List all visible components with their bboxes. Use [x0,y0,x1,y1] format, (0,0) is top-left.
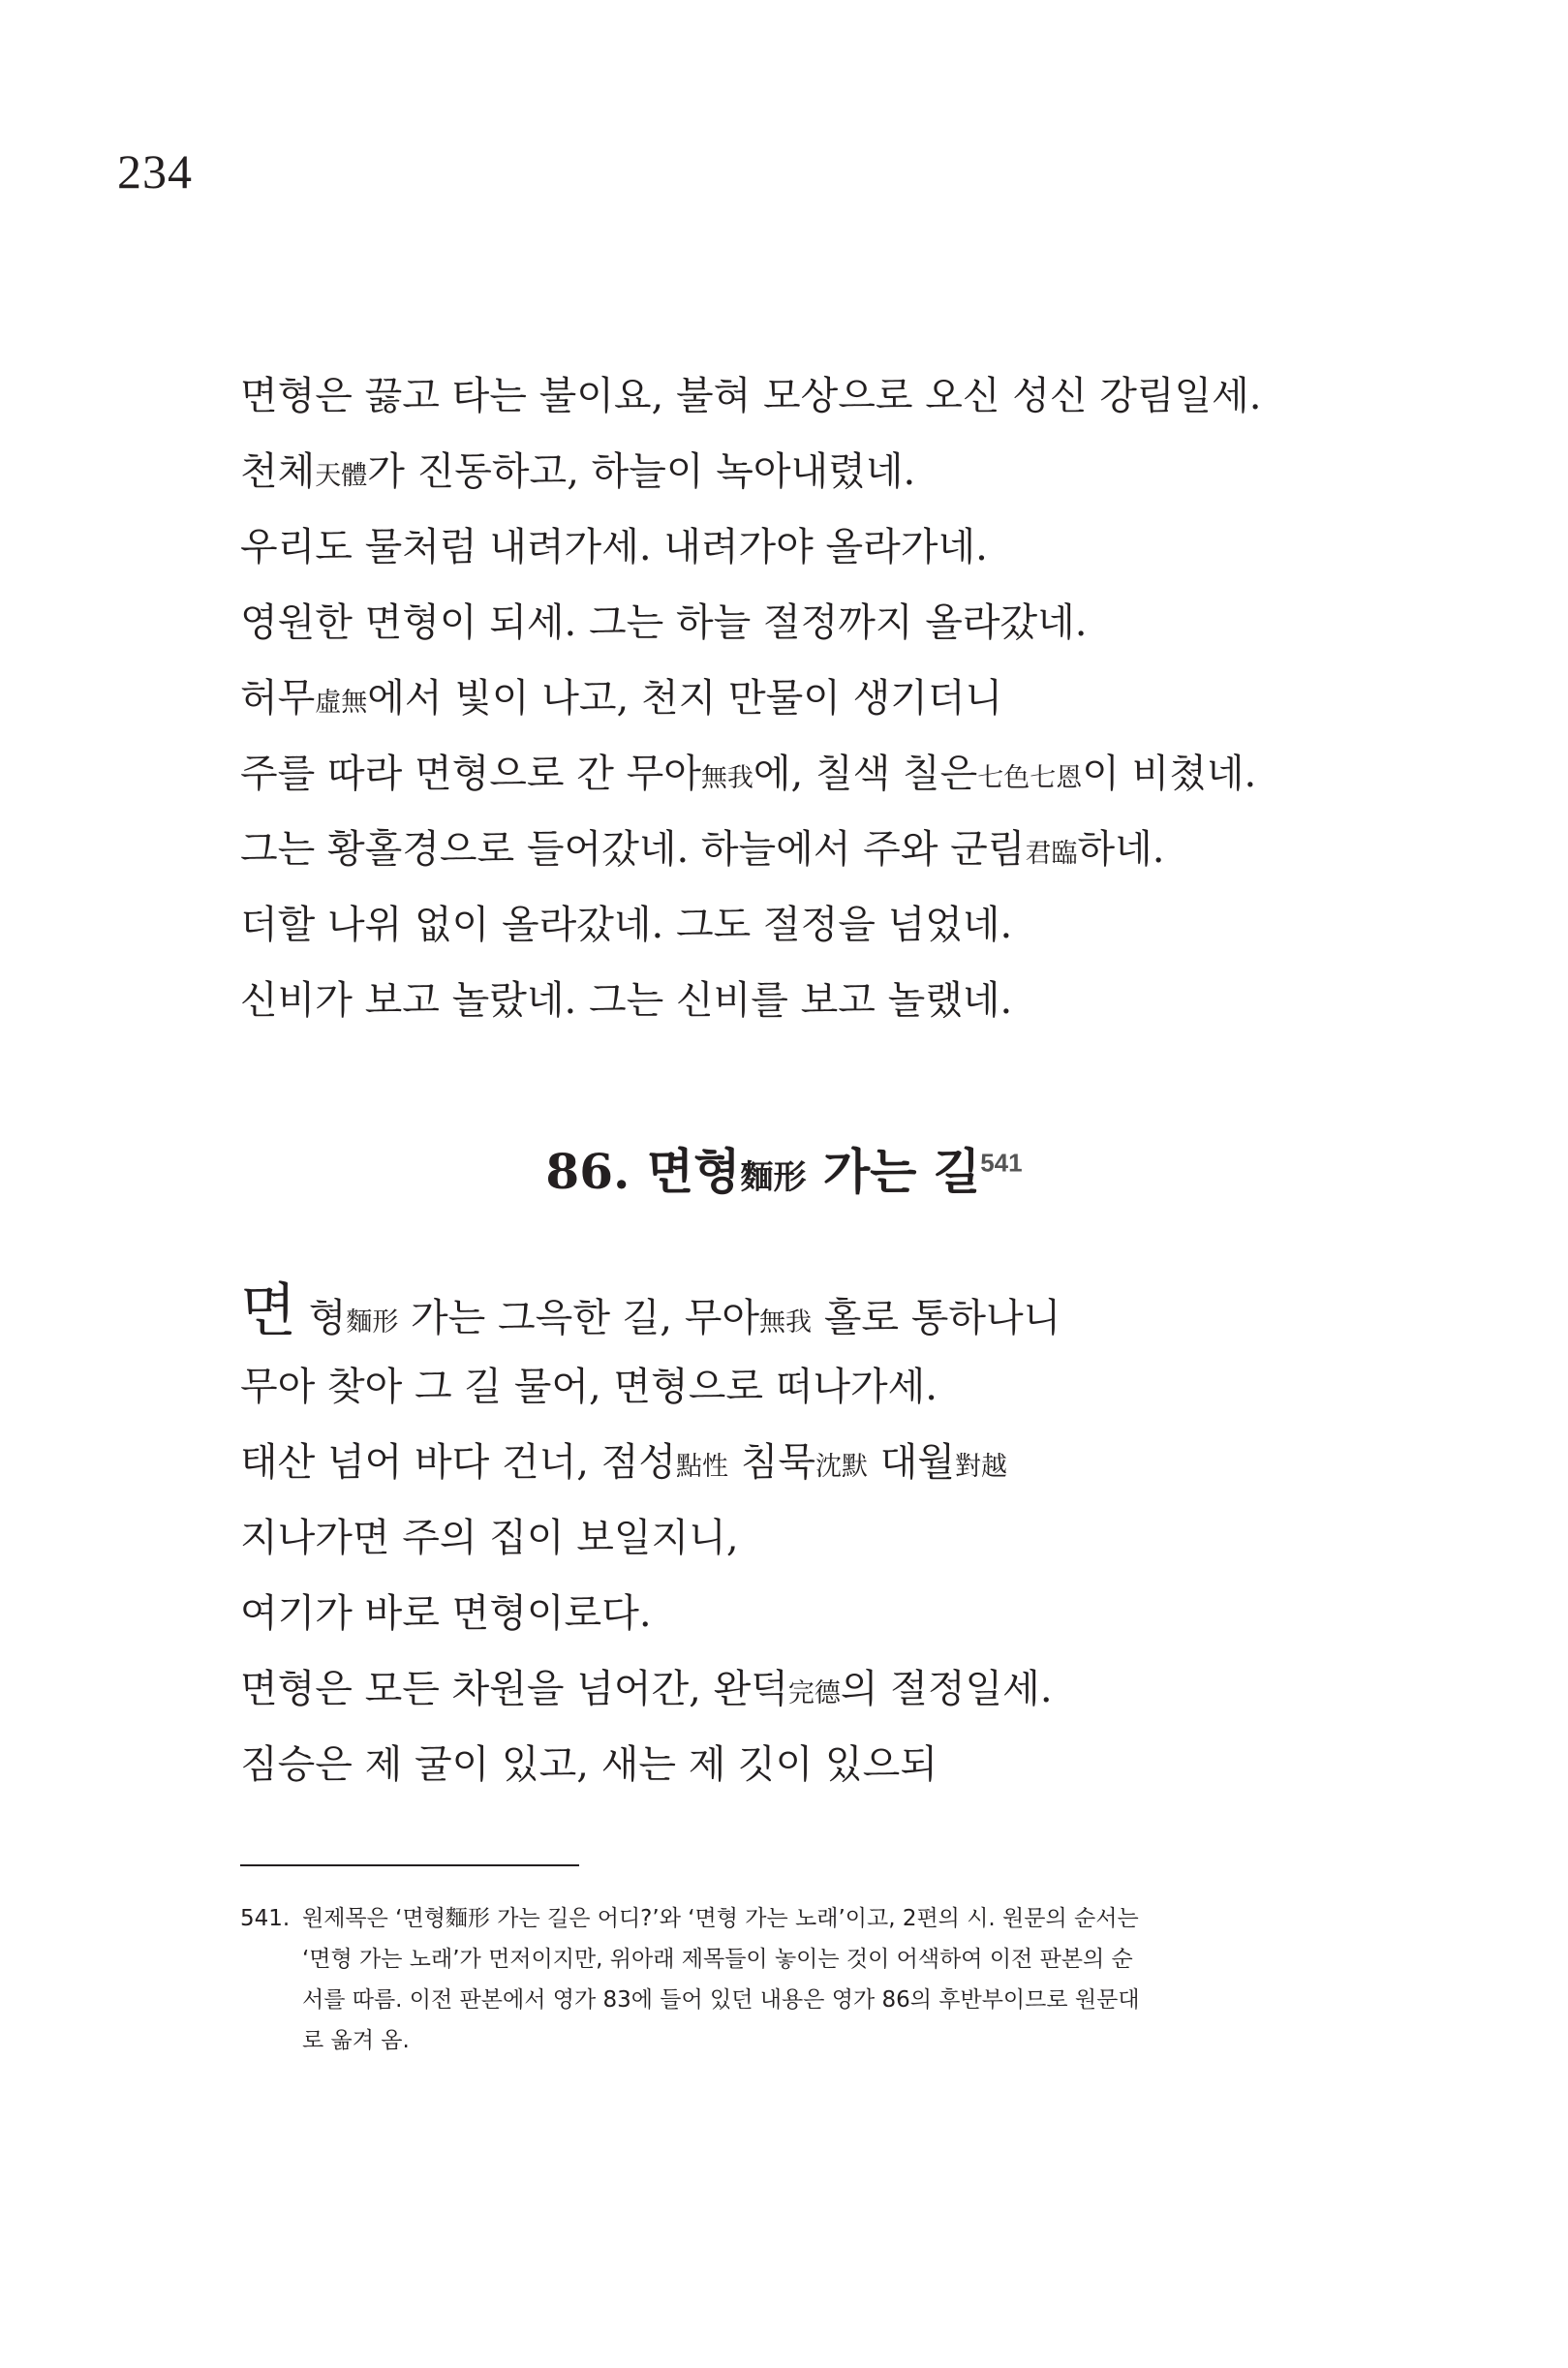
poem-text: 대월 [867,1440,955,1485]
hanja-annotation: 沈默 [815,1452,868,1482]
poem-line [240,585,1364,661]
poem-text: 형 [308,1296,347,1340]
hanja-annotation: 點性 [675,1452,728,1482]
footnote-text: ‘면형 가는 노래’가 먼저이지만, 위아래 제목들이 놓이는 것이 어색하여 이전 판본의 순 [302,1947,1133,1972]
footnote-number: 541. [240,1906,291,1931]
footnote-line [240,1980,1315,2020]
poem-line [240,1500,1364,1576]
footnote-text: 서를 따름. 이전 판본에서 영가 83에 들어 있던 내용은 영가 86의 후반부이므로 원문대 [302,1987,1140,2013]
poem-text: 허무 [240,676,316,721]
poem-line [240,812,1364,887]
footnote-line [240,2020,1315,2061]
footnote-reference[interactable]: 541 [980,1148,1023,1178]
poem-line [240,1576,1364,1651]
hanja-annotation: 麵形 [346,1307,399,1338]
poem-text: 신비가 보고 놀랐네. 그는 신비를 보고 놀랬네. [240,978,1013,1023]
poem-line [240,1727,1364,1802]
poem-text: 하네. [1077,827,1165,872]
poem-text: 영원한 면형이 되세. 그는 하늘 절정까지 올라갔네. [240,600,1088,645]
poem-text: 주를 따라 면형으로 간 무아 [240,752,701,796]
poem-text: 태산 넘어 바다 건너, 점성 [240,1440,676,1485]
hanja-annotation: 無我 [700,763,753,793]
footnote-line [240,1898,1315,1939]
poem-text: 에, 칠색 칠은 [753,752,978,796]
drop-cap: 면 [240,1277,296,1345]
poem-line [240,661,1364,736]
section-title-hanja: 麵形 [740,1158,807,1197]
footnote-text: 원제목은 ‘면형麵形 가는 길은 어디?’와 ‘면형 가는 노래’이고, 2편의 시. 원문의 순서는 [302,1906,1139,1931]
footnote-divider [240,1864,579,1866]
poem-line [240,1425,1364,1500]
hanja-annotation: 無我 [759,1307,813,1338]
poem-part-1 [240,358,1364,1038]
poem-text: 무아 찾아 그 길 물어, 면형으로 떠나가세. [240,1365,938,1409]
hanja-annotation: 虛無 [315,688,368,718]
footnote [240,1898,1315,2061]
poem-text: 천체 [240,449,316,494]
poem-line [240,736,1364,812]
poem-text: 여기가 바로 면형이로다. [240,1591,652,1636]
section-number: 86. [545,1143,630,1200]
hanja-annotation: 君臨 [1025,839,1078,869]
poem-line [240,509,1364,585]
poem-line [240,1274,1364,1349]
poem-line [240,1349,1364,1425]
poem-part-2 [240,1274,1364,1802]
poem-line [240,358,1364,434]
poem-text: 가는 그윽한 길, 무아 [398,1296,760,1340]
poem-line [240,1651,1364,1727]
section-title [0,1138,1568,1212]
poem-text: 홀로 통하나니 [812,1296,1061,1340]
hanja-annotation: 完德 [787,1678,841,1708]
poem-line [240,434,1364,509]
poem-text: 지나가면 주의 집이 보일지니, [240,1516,739,1560]
poem-line [240,963,1364,1038]
footnote-text: 로 옮겨 옴. [302,2028,410,2053]
page-number: 234 [117,144,193,199]
section-title-rest: 가는 길 [822,1143,981,1200]
poem-text: 더할 나위 없이 올라갔네. 그도 절정을 넘었네. [240,903,1013,947]
hanja-annotation: 對越 [954,1452,1007,1482]
poem-text: 의 절정일세. [840,1667,1053,1711]
poem-text: 이 비쳤네. [1082,752,1257,796]
poem-text: 짐승은 제 굴이 있고, 새는 제 깃이 있으되 [240,1742,938,1787]
poem-text: 그는 황홀경으로 들어갔네. 하늘에서 주와 군림 [240,827,1026,872]
poem-line [240,887,1364,963]
hanja-annotation: 七色七恩 [977,763,1083,793]
poem-text: 면형은 모든 차원을 넘어간, 완덕 [240,1667,788,1711]
section-title-word: 면형 [646,1143,741,1200]
poem-text: 에서 빛이 나고, 천지 만물이 생기더니 [367,676,1003,721]
poem-text: 우리도 물처럼 내려가세. 내려가야 올라가네. [240,525,988,569]
poem-text: 가 진동하고, 하늘이 녹아내렸네. [367,449,916,494]
hanja-annotation: 天體 [315,461,368,491]
poem-text: 침묵 [727,1440,815,1485]
footnote-line [240,1939,1315,1980]
poem-text: 면형은 끓고 타는 불이요, 불혀 모상으로 오신 성신 강림일세. [240,374,1262,418]
